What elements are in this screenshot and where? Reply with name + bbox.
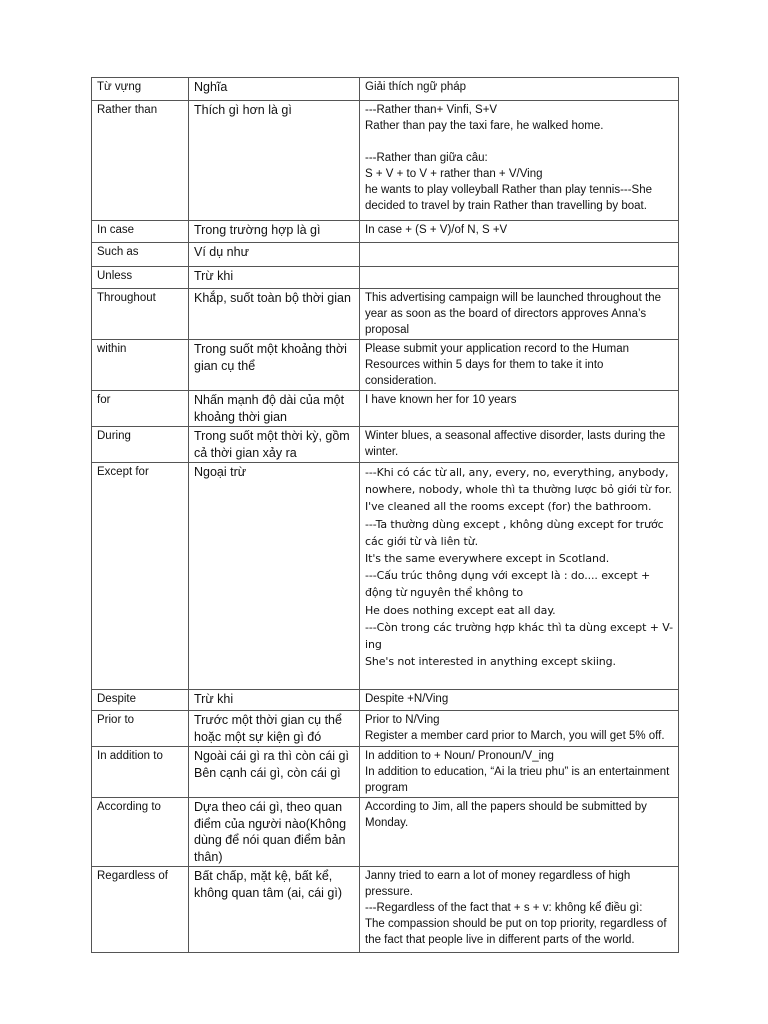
grammar-cell: [360, 391, 679, 427]
meaning-cell: [189, 340, 360, 391]
term-cell: within: [92, 340, 189, 391]
grammar-line: ---Rather than+ Vinfi, S+V: [365, 104, 498, 116]
table-row: [92, 798, 679, 867]
grammar-line: Please submit your application record to the Human Resources within 5 days for them to take it into consideration.: [365, 343, 633, 387]
meaning-line: Trừ khi: [194, 269, 234, 283]
meaning-line: Trong suốt một khoảng thời gian cụ thể: [194, 342, 351, 373]
table-row: [92, 867, 679, 953]
grammar-line: In case + (S + V)/of N, S +V: [365, 224, 508, 236]
meaning-cell: [189, 221, 360, 243]
grammar-cell: [360, 340, 679, 391]
table-row: [92, 289, 679, 340]
meaning-cell: [189, 101, 360, 221]
meaning-cell: [189, 289, 360, 340]
meaning-cell: [189, 391, 360, 427]
meaning-cell: [189, 747, 360, 798]
term-cell: In addition to: [92, 747, 189, 798]
term-cell: Regardless of: [92, 867, 189, 953]
grammar-cell: [360, 711, 679, 747]
table-row: [92, 391, 679, 427]
meaning-cell: [189, 798, 360, 867]
grammar-line: This advertising campaign will be launched throughout the year as soon as the board of directors approves Anna’s proposal: [365, 292, 665, 336]
term-cell: According to: [92, 798, 189, 867]
meaning-cell: [189, 427, 360, 463]
term-cell: for: [92, 391, 189, 427]
meaning-line: Khắp, suốt toàn bộ thời gian: [194, 291, 351, 305]
meaning-cell: [189, 690, 360, 711]
header-grammar: Giải thích ngữ pháp: [360, 78, 679, 101]
meaning-line: Bất chấp, mặt kệ, bất kể, không quan tâm (ai, cái gì): [194, 869, 342, 900]
grammar-line: ---Ta thường dùng except , không dùng except for trước các giới từ và liên từ.: [365, 517, 668, 548]
grammar-line: S + V + to V + rather than + V/Ving: [365, 168, 543, 180]
grammar-cell: [360, 243, 679, 267]
meaning-cell: [189, 463, 360, 690]
grammar-line: ---Còn trong các trường hợp khác thì ta dùng except + V-ing: [365, 620, 673, 652]
grammar-cell: [360, 289, 679, 340]
grammar-line: Despite +N/Ving: [365, 693, 449, 705]
meaning-line: Trong trường hợp là gì: [194, 223, 321, 237]
grammar-cell: [360, 267, 679, 289]
grammar-line: Winter blues, a seasonal affective disorder, lasts during the winter.: [365, 430, 669, 458]
meaning-line: Trong suốt một thời kỳ, gồm cả thời gian xảy ra: [194, 429, 354, 460]
grammar-line: ---Regardless of the fact that + s + v: không kể điều gì:: [365, 902, 643, 914]
term-cell: Rather than: [92, 101, 189, 221]
meaning-line: Ví dụ như: [194, 245, 249, 259]
grammar-cell: [360, 798, 679, 867]
meaning-line: Thích gì hơn là gì: [194, 103, 292, 117]
meaning-line: Dựa theo cái gì, theo quan điểm của người nào(Không dùng để nói quan điểm bản thân): [194, 800, 350, 864]
term-cell: Except for: [92, 463, 189, 690]
grammar-line: In addition to + Noun/ Pronoun/V_ing: [365, 750, 554, 762]
grammar-line: ---Khi có các từ all, any, every, no, everything, anybody, nowhere, nobody, whole thì ta thường lược bỏ giới từ for.: [365, 466, 672, 497]
grammar-cell: [360, 101, 679, 221]
term-cell: Despite: [92, 690, 189, 711]
grammar-cell: [360, 221, 679, 243]
grammar-line: ---Cấu trúc thông dụng với except là : do.... except + động từ nguyên thể không to: [365, 569, 654, 600]
term-cell: In case: [92, 221, 189, 243]
table-row: [92, 427, 679, 463]
table-row: [92, 690, 679, 711]
grammar-line: In addition to education, “Ai la trieu phu” is an entertainment program: [365, 766, 673, 794]
grammar-cell: [360, 427, 679, 463]
meaning-line: Trước một thời gian cụ thể hoặc một sự kiện gì đó: [194, 713, 346, 744]
grammar-line: The compassion should be put on top priority, regardless of the fact that people live in different parts of the world.: [365, 918, 670, 946]
term-cell: Throughout: [92, 289, 189, 340]
grammar-line: ---Rather than giữa câu:: [365, 152, 488, 164]
meaning-cell: [189, 867, 360, 953]
meaning-line: Bên cạnh cái gì, còn cái gì: [194, 765, 341, 780]
grammar-line: I have known her for 10 years: [365, 394, 517, 406]
grammar-line: Rather than pay the taxi fare, he walked home.: [365, 120, 604, 132]
term-cell: Unless: [92, 267, 189, 289]
header-row: [92, 78, 679, 101]
vocabulary-table: [91, 77, 679, 953]
meaning-line: Trừ khi: [194, 692, 234, 706]
grammar-cell: [360, 690, 679, 711]
grammar-cell: [360, 867, 679, 953]
grammar-line: According to Jim, all the papers should be submitted by Monday.: [365, 801, 651, 829]
grammar-line: It's the same everywhere except in Scotland.: [365, 552, 610, 566]
table-row: [92, 221, 679, 243]
grammar-line: Register a member card prior to March, you will get 5% off.: [365, 730, 665, 742]
grammar-line: [365, 134, 673, 150]
header-meaning: Nghĩa: [189, 78, 360, 101]
meaning-line: Nhấn mạnh độ dài của một khoảng thời gian: [194, 393, 348, 424]
meaning-cell: [189, 711, 360, 747]
grammar-cell: [360, 747, 679, 798]
term-cell: Such as: [92, 243, 189, 267]
table-row: [92, 463, 679, 690]
term-cell: Prior to: [92, 711, 189, 747]
table-row: [92, 711, 679, 747]
grammar-line: He does nothing except eat all day.: [365, 603, 556, 617]
table-row: [92, 101, 679, 221]
grammar-line: Janny tried to earn a lot of money regardless of high pressure.: [365, 870, 634, 898]
meaning-cell: [189, 267, 360, 289]
meaning-line: Ngoài cái gì ra thì còn cái gì: [194, 749, 349, 763]
grammar-line: he wants to play volleyball Rather than play tennis---She decided to travel by train Rather than travelling by boat.: [365, 184, 656, 212]
grammar-line: Prior to N/Ving: [365, 714, 440, 726]
meaning-cell: [189, 243, 360, 267]
grammar-cell: [360, 463, 679, 690]
header-term: Từ vựng: [92, 78, 189, 101]
term-cell: During: [92, 427, 189, 463]
table-row: [92, 340, 679, 391]
table-body: [92, 101, 679, 953]
grammar-line: I've cleaned all the rooms except (for) the bathroom.: [365, 500, 652, 514]
table-row: [92, 267, 679, 289]
table-row: [92, 747, 679, 798]
grammar-line: She's not interested in anything except skiing.: [365, 655, 616, 669]
meaning-line: Ngoại trừ: [194, 465, 247, 479]
table-row: [92, 243, 679, 267]
